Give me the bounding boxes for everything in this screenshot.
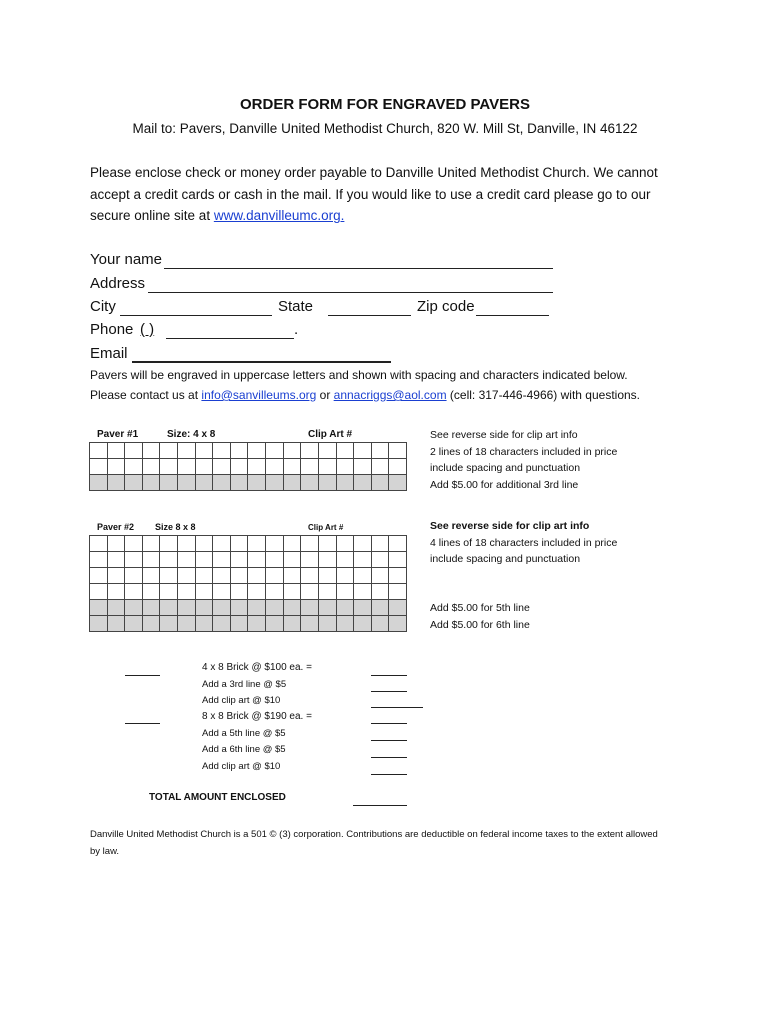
grid-cell[interactable] xyxy=(301,584,319,600)
grid-cell[interactable] xyxy=(195,616,213,632)
grid-row xyxy=(90,459,407,475)
order-item: Add a 6th line @ $5 xyxy=(202,744,286,755)
order-item: Add a 5th line @ $5 xyxy=(202,728,286,739)
grid-cell[interactable] xyxy=(283,584,301,600)
grid-cell[interactable] xyxy=(318,552,336,568)
grid-cell[interactable] xyxy=(371,459,389,475)
grid-cell[interactable] xyxy=(301,443,319,459)
grid-cell[interactable] xyxy=(160,459,178,475)
city-label: City xyxy=(90,298,116,315)
grid-cell[interactable] xyxy=(318,600,336,616)
grid-cell[interactable] xyxy=(266,443,284,459)
grid-cell[interactable] xyxy=(213,584,231,600)
grid-row xyxy=(90,568,407,584)
paver2-letter-grid[interactable] xyxy=(89,535,407,632)
grid-cell[interactable] xyxy=(318,443,336,459)
grid-cell[interactable] xyxy=(142,443,160,459)
grid-cell[interactable] xyxy=(125,475,143,491)
grid-cell[interactable] xyxy=(389,600,407,616)
grid-cell[interactable] xyxy=(90,459,108,475)
grid-cell[interactable] xyxy=(318,616,336,632)
paver2-extra-line: Add $5.00 for 6th line xyxy=(430,618,530,631)
footer-note: Danville United Methodist Church is a 501 © (3) corporation. Contributions are deductible on federal income taxes to the extent allowed by law. xyxy=(90,829,658,857)
grid-cell[interactable] xyxy=(371,475,389,491)
paver1-size: Size: 4 x 8 xyxy=(167,429,216,440)
grid-cell[interactable] xyxy=(213,568,231,584)
grid-cell[interactable] xyxy=(178,600,196,616)
grid-cell[interactable] xyxy=(283,600,301,616)
grid-cell[interactable] xyxy=(125,552,143,568)
grid-cell[interactable] xyxy=(107,536,125,552)
grid-cell[interactable] xyxy=(266,475,284,491)
grid-cell[interactable] xyxy=(213,600,231,616)
grid-cell[interactable] xyxy=(90,584,108,600)
zip-label: Zip code xyxy=(417,298,475,315)
grid-cell[interactable] xyxy=(195,475,213,491)
grid-cell[interactable] xyxy=(354,459,372,475)
order-item: Add a 3rd line @ $5 xyxy=(202,679,287,690)
paver2-info-bold: See reverse side for clip art info xyxy=(430,520,590,532)
grid-cell[interactable] xyxy=(90,552,108,568)
paver2-info-line: include spacing and punctuation xyxy=(430,553,581,566)
grid-cell[interactable] xyxy=(266,600,284,616)
form-title: ORDER FORM FOR ENGRAVED PAVERS xyxy=(239,96,531,113)
phone-label: Phone xyxy=(90,321,134,338)
zip-field[interactable] xyxy=(476,315,549,316)
grid-cell[interactable] xyxy=(178,616,196,632)
grid-cell[interactable] xyxy=(266,584,284,600)
grid-cell[interactable] xyxy=(142,459,160,475)
grid-cell[interactable] xyxy=(90,536,108,552)
grid-cell[interactable] xyxy=(283,552,301,568)
grid-cell[interactable] xyxy=(354,600,372,616)
grid-cell[interactable] xyxy=(248,616,266,632)
grid-cell[interactable] xyxy=(248,600,266,616)
grid-cell[interactable] xyxy=(213,475,231,491)
email-field[interactable] xyxy=(132,361,391,363)
grid-cell[interactable] xyxy=(178,552,196,568)
grid-cell[interactable] xyxy=(354,552,372,568)
grid-cell[interactable] xyxy=(248,475,266,491)
grid-cell[interactable] xyxy=(107,475,125,491)
grid-cell[interactable] xyxy=(90,600,108,616)
grid-cell[interactable] xyxy=(178,568,196,584)
grid-cell[interactable] xyxy=(336,475,354,491)
city-field[interactable] xyxy=(120,315,272,316)
grid-cell[interactable] xyxy=(371,568,389,584)
grid-cell[interactable] xyxy=(125,600,143,616)
paver2-extra-info xyxy=(430,600,530,633)
amount-field[interactable] xyxy=(371,691,407,692)
paver1-info-line: See reverse side for clip art info xyxy=(430,429,578,441)
grid-cell[interactable] xyxy=(336,443,354,459)
paver1-info-line: include spacing and punctuation xyxy=(430,462,581,475)
address-field[interactable] xyxy=(148,292,553,293)
grid-cell[interactable] xyxy=(230,584,248,600)
grid-cell[interactable] xyxy=(230,536,248,552)
intro-line-2: accept a credit cards or cash in the mail. If you would like to use a credit card please go to our xyxy=(90,186,651,202)
paver2-info-line: 4 lines of 18 characters included in price xyxy=(430,536,618,549)
qty-4x8-field[interactable] xyxy=(125,675,160,676)
grid-cell[interactable] xyxy=(142,568,160,584)
address-label: Address xyxy=(90,275,146,292)
total-label: TOTAL AMOUNT ENCLOSED xyxy=(149,792,286,803)
grid-cell[interactable] xyxy=(125,443,143,459)
order-item: Add clip art @ $10 xyxy=(202,761,281,772)
grid-row xyxy=(90,600,407,616)
paver1-info-line: Add $5.00 for additional 3rd line xyxy=(430,479,579,492)
grid-cell[interactable] xyxy=(389,459,407,475)
grid-cell[interactable] xyxy=(195,443,213,459)
grid-cell[interactable] xyxy=(371,600,389,616)
grid-cell[interactable] xyxy=(266,536,284,552)
phone-field[interactable] xyxy=(166,338,294,339)
grid-cell[interactable] xyxy=(107,552,125,568)
grid-cell[interactable] xyxy=(371,443,389,459)
grid-cell[interactable] xyxy=(125,536,143,552)
paver1-info xyxy=(430,427,617,494)
grid-row xyxy=(90,475,407,491)
grid-cell[interactable] xyxy=(142,600,160,616)
grid-cell[interactable] xyxy=(230,552,248,568)
grid-cell[interactable] xyxy=(354,584,372,600)
grid-cell[interactable] xyxy=(195,600,213,616)
grid-cell[interactable] xyxy=(266,616,284,632)
grid-cell[interactable] xyxy=(178,536,196,552)
grid-cell[interactable] xyxy=(230,616,248,632)
grid-cell[interactable] xyxy=(318,536,336,552)
grid-cell[interactable] xyxy=(213,616,231,632)
grid-cell[interactable] xyxy=(248,568,266,584)
contact-prefix: Please contact us at xyxy=(90,388,202,402)
grid-cell[interactable] xyxy=(195,459,213,475)
grid-cell[interactable] xyxy=(213,443,231,459)
email-link-info[interactable]: info@sanvilleums.org xyxy=(201,388,317,402)
grid-cell[interactable] xyxy=(230,568,248,584)
amount-field[interactable] xyxy=(371,757,407,758)
grid-cell[interactable] xyxy=(336,600,354,616)
grid-row xyxy=(90,552,407,568)
order-item: Add clip art @ $10 xyxy=(202,695,281,706)
grid-cell[interactable] xyxy=(142,616,160,632)
paver1-clipart-label: Clip Art # xyxy=(308,429,353,440)
contact-note xyxy=(90,388,640,402)
grid-cell[interactable] xyxy=(336,552,354,568)
intro-line-3 xyxy=(90,205,658,227)
grid-cell[interactable] xyxy=(283,475,301,491)
grid-cell[interactable] xyxy=(107,443,125,459)
total-amount-field[interactable] xyxy=(353,805,407,806)
grid-cell[interactable] xyxy=(336,536,354,552)
grid-cell[interactable] xyxy=(160,600,178,616)
grid-cell[interactable] xyxy=(230,600,248,616)
grid-cell[interactable] xyxy=(318,568,336,584)
grid-cell[interactable] xyxy=(318,584,336,600)
grid-row xyxy=(90,616,407,632)
grid-cell[interactable] xyxy=(301,475,319,491)
grid-cell[interactable] xyxy=(283,616,301,632)
grid-cell[interactable] xyxy=(301,600,319,616)
grid-cell[interactable] xyxy=(354,443,372,459)
grid-cell[interactable] xyxy=(107,459,125,475)
paver2-size: Size 8 x 8 xyxy=(155,522,196,532)
grid-cell[interactable] xyxy=(213,536,231,552)
grid-cell[interactable] xyxy=(160,584,178,600)
grid-cell[interactable] xyxy=(107,568,125,584)
paver2-clipart-label: Clip Art # xyxy=(308,523,344,532)
grid-cell[interactable] xyxy=(195,536,213,552)
grid-cell[interactable] xyxy=(266,459,284,475)
grid-cell[interactable] xyxy=(318,459,336,475)
grid-cell[interactable] xyxy=(283,443,301,459)
grid-cell[interactable] xyxy=(354,616,372,632)
grid-cell[interactable] xyxy=(389,443,407,459)
contact-or: or xyxy=(316,388,334,402)
amount-field[interactable] xyxy=(371,707,423,708)
phone-end-dot: . xyxy=(294,321,299,338)
grid-cell[interactable] xyxy=(125,459,143,475)
amount-field[interactable] xyxy=(371,740,407,741)
grid-cell[interactable] xyxy=(371,584,389,600)
grid-cell[interactable] xyxy=(283,536,301,552)
grid-cell[interactable] xyxy=(248,584,266,600)
grid-cell[interactable] xyxy=(178,443,196,459)
name-field[interactable] xyxy=(164,268,553,269)
grid-cell[interactable] xyxy=(336,584,354,600)
intro-paragraph xyxy=(90,162,658,227)
grid-cell[interactable] xyxy=(178,584,196,600)
grid-cell[interactable] xyxy=(195,584,213,600)
grid-cell[interactable] xyxy=(90,443,108,459)
grid-cell[interactable] xyxy=(283,459,301,475)
paver2-info xyxy=(430,518,617,568)
engrave-note: Pavers will be engraved in uppercase letters and shown with spacing and characters indicated below. xyxy=(90,368,628,382)
amount-field[interactable] xyxy=(371,675,407,676)
grid-cell[interactable] xyxy=(283,568,301,584)
grid-row xyxy=(90,443,407,459)
paver2-extra-line: Add $5.00 for 5th line xyxy=(430,602,530,614)
grid-cell[interactable] xyxy=(266,568,284,584)
email-link-anna[interactable]: annacriggs@aol.com xyxy=(333,388,447,402)
grid-cell[interactable] xyxy=(354,536,372,552)
grid-cell[interactable] xyxy=(371,552,389,568)
phone-area-code: ( ) xyxy=(140,321,155,338)
grid-cell[interactable] xyxy=(301,552,319,568)
grid-cell[interactable] xyxy=(248,459,266,475)
grid-cell[interactable] xyxy=(160,568,178,584)
grid-cell[interactable] xyxy=(318,475,336,491)
grid-cell[interactable] xyxy=(107,600,125,616)
grid-cell[interactable] xyxy=(389,616,407,632)
grid-cell[interactable] xyxy=(336,459,354,475)
qty-8x8-field[interactable] xyxy=(125,723,160,724)
grid-cell[interactable] xyxy=(125,568,143,584)
grid-cell[interactable] xyxy=(178,459,196,475)
grid-cell[interactable] xyxy=(142,475,160,491)
grid-cell[interactable] xyxy=(107,584,125,600)
intro-line-3-text: secure online site at xyxy=(90,208,214,223)
grid-cell[interactable] xyxy=(389,584,407,600)
grid-cell[interactable] xyxy=(389,475,407,491)
grid-cell[interactable] xyxy=(178,475,196,491)
grid-cell[interactable] xyxy=(160,616,178,632)
grid-cell[interactable] xyxy=(90,616,108,632)
state-field[interactable] xyxy=(328,315,411,316)
amount-field[interactable] xyxy=(371,723,407,724)
grid-cell[interactable] xyxy=(248,536,266,552)
grid-cell[interactable] xyxy=(160,536,178,552)
grid-cell[interactable] xyxy=(248,552,266,568)
grid-cell[interactable] xyxy=(107,616,125,632)
email-label: Email xyxy=(90,345,128,362)
grid-cell[interactable] xyxy=(389,552,407,568)
grid-cell[interactable] xyxy=(213,459,231,475)
grid-cell[interactable] xyxy=(354,475,372,491)
grid-cell[interactable] xyxy=(301,616,319,632)
grid-row xyxy=(90,584,407,600)
grid-cell[interactable] xyxy=(125,584,143,600)
paver1-info-line: 2 lines of 18 characters included in price xyxy=(430,445,618,458)
grid-cell[interactable] xyxy=(389,536,407,552)
grid-cell[interactable] xyxy=(160,443,178,459)
grid-cell[interactable] xyxy=(301,536,319,552)
grid-cell[interactable] xyxy=(389,568,407,584)
paver2-label: Paver #2 xyxy=(97,522,135,532)
order-item: 4 x 8 Brick @ $100 ea. = xyxy=(202,662,312,673)
grid-cell[interactable] xyxy=(336,568,354,584)
grid-cell[interactable] xyxy=(160,475,178,491)
grid-cell[interactable] xyxy=(230,443,248,459)
grid-cell[interactable] xyxy=(301,568,319,584)
grid-row xyxy=(90,536,407,552)
grid-cell[interactable] xyxy=(195,568,213,584)
name-label: Your name xyxy=(90,251,162,268)
mail-to-address: Mail to: Pavers, Danville United Methodist Church, 820 W. Mill St, Danville, IN 46122 xyxy=(132,121,638,136)
intro-line-1: Please enclose check or money order payable to Danville United Methodist Church. We cannot xyxy=(90,165,658,180)
amount-field[interactable] xyxy=(371,774,407,775)
state-label: State xyxy=(278,298,314,315)
grid-cell[interactable] xyxy=(230,459,248,475)
grid-cell[interactable] xyxy=(195,552,213,568)
grid-cell[interactable] xyxy=(142,584,160,600)
paver1-label: Paver #1 xyxy=(97,429,139,440)
grid-cell[interactable] xyxy=(336,616,354,632)
grid-cell[interactable] xyxy=(142,536,160,552)
grid-cell[interactable] xyxy=(213,552,231,568)
paver1-letter-grid[interactable] xyxy=(89,442,407,491)
grid-cell[interactable] xyxy=(90,475,108,491)
grid-cell[interactable] xyxy=(371,616,389,632)
grid-cell[interactable] xyxy=(125,616,143,632)
order-item: 8 x 8 Brick @ $190 ea. = xyxy=(202,711,312,722)
grid-cell[interactable] xyxy=(354,568,372,584)
grid-cell[interactable] xyxy=(90,568,108,584)
grid-cell[interactable] xyxy=(266,552,284,568)
grid-cell[interactable] xyxy=(248,443,266,459)
grid-cell[interactable] xyxy=(371,536,389,552)
contact-suffix: (cell: 317-446-4966) with questions. xyxy=(446,388,641,402)
grid-cell[interactable] xyxy=(160,552,178,568)
website-link[interactable]: www.danvilleumc.org. xyxy=(213,208,345,223)
grid-cell[interactable] xyxy=(142,552,160,568)
grid-cell[interactable] xyxy=(301,459,319,475)
grid-cell[interactable] xyxy=(230,475,248,491)
